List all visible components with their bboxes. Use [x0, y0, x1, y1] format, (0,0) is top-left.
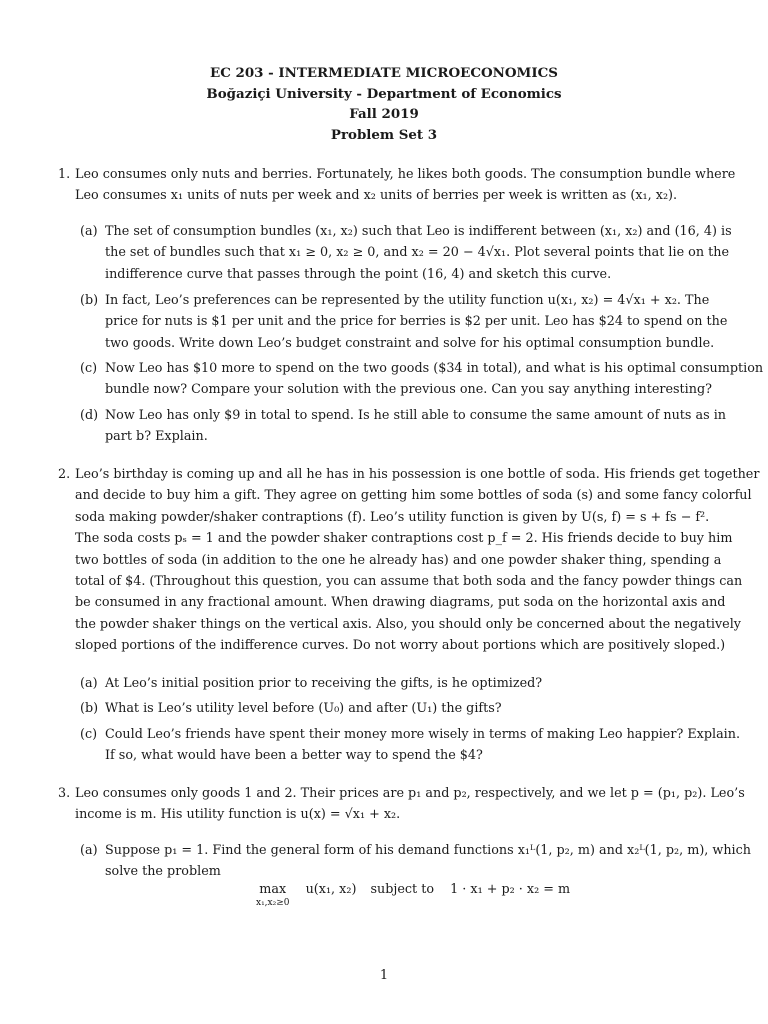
text-line: bundle now? Compare your solution with the previous one. Can you say anything interesting?: [105, 382, 712, 398]
question-2-number: 2.: [58, 467, 71, 482]
term: Fall 2019: [349, 106, 419, 123]
course-title: EC 203 - INTERMEDIATE MICROECONOMICS: [210, 65, 558, 81]
text-line: part b? Explain.: [105, 429, 208, 445]
objective: u(x₁, x₂): [305, 882, 357, 897]
text-line: What is Leo’s utility level before (U₀) and after (U₁) the gifts?: [105, 701, 502, 716]
text-line: At Leo’s initial position prior to receiving the gifts, is he optimized?: [105, 676, 543, 691]
text-line: Leo consumes only goods 1 and 2. Their prices are p₁ and p₂, respectively, and we let p = (p₁, p₂). Leo’s: [75, 786, 745, 801]
text-line: two goods. Write down Leo’s budget constraint and solve for his optimal consumption bundle.: [105, 335, 715, 351]
text-line: Suppose p₁ = 1. Find the general form of his demand functions x₁ᴸ(1, p₂, m) and x₂ᴸ(1, p₂, m), which: [105, 843, 751, 858]
question-1a-text: [105, 221, 732, 285]
question-2b-text: [105, 698, 502, 719]
question-1a-label: (a): [80, 224, 98, 239]
question-1c-text: [105, 358, 763, 401]
text-line: income is m. His utility function is u(x) = √x₁ + x₂.: [75, 807, 401, 823]
text-line: Leo consumes only nuts and berries. Fortunately, he likes both goods. The consumption bundle where: [75, 167, 736, 182]
question-1d-text: [105, 405, 726, 448]
question-3-number: 3.: [58, 786, 71, 801]
question-1b-text: [105, 290, 727, 354]
question-2c-label: (c): [80, 727, 98, 742]
university-name: Boğaziçi University - Department of Economics: [206, 85, 562, 102]
text-line: the set of bundles such that x₁ ≥ 0, x₂ ≥ 0, and x₂ = 20 − 4√x₁. Plot several points that lie on the: [105, 245, 729, 261]
text-line: sloped portions of the indifference curves. Do not worry about portions which are positively sloped.): [75, 638, 726, 654]
text-line: be consumed in any fractional amount. When drawing diagrams, put soda on the horizontal axis and: [75, 595, 726, 611]
optimization-problem: [256, 882, 570, 908]
question-2c-text: [105, 724, 740, 767]
text-line: price for nuts is $1 per unit and the price for berries is $2 per unit. Leo has $24 to spend on the: [105, 314, 728, 330]
max-label: max: [259, 882, 287, 897]
problem-set-title: Problem Set 3: [330, 126, 438, 143]
text-line: soda making powder/shaker contraptions (f). Leo’s utility function is given by U(s, f) = s + fs − f².: [75, 509, 710, 525]
text-line: The soda costs pₛ = 1 and the powder shaker contraptions cost p_f = 2. His friends decide to buy him: [75, 531, 733, 547]
text-line: solve the problem: [105, 864, 221, 880]
max-subscript: x₁,x₂≥0: [256, 898, 290, 908]
text-line: two bottles of soda (in addition to the one he already has) and one powder shaker thing, spending a: [75, 552, 722, 568]
text-line: If so, what would have been a better way to spend the $4?: [105, 748, 483, 764]
text-line: The set of consumption bundles (x₁, x₂) such that Leo is indifferent between (x₁, x₂) and (16, 4) is: [105, 224, 732, 239]
text-line: In fact, Leo’s preferences can be represented by the utility function u(x₁, x₂) = 4√x₁ + x₂. The: [105, 293, 710, 308]
text-line: total of $4. (Throughout this question, you can assume that both soda and the fancy powder things can: [75, 574, 743, 590]
question-1b-label: (b): [80, 293, 99, 308]
question-2a-label: (a): [80, 676, 98, 691]
question-1-text: [75, 164, 735, 207]
page-number: 1: [379, 968, 389, 983]
text-line: Now Leo has only $9 in total to spend. Is he still able to consume the same amount of nuts as in: [105, 408, 726, 423]
question-3-text: [75, 783, 745, 826]
question-1-number: 1.: [58, 167, 71, 182]
text-line: the powder shaker things on the vertical axis. Also, you should only be concerned about the negatively: [75, 616, 741, 632]
text-line: Now Leo has $10 more to spend on the two goods ($34 in total), and what is his optimal consumption: [105, 361, 764, 376]
text-line: Leo’s birthday is coming up and all he has in his possession is one bottle of soda. His friends get together: [75, 467, 760, 482]
text-line: indifference curve that passes through the point (16, 4) and sketch this curve.: [105, 266, 612, 282]
subject-to: subject to: [370, 882, 435, 897]
question-3a-label: (a): [80, 843, 98, 858]
document-header: [0, 63, 768, 145]
max-operator: [256, 882, 290, 908]
text-line: Could Leo’s friends have spent their money more wisely in terms of making Leo happier? Explain.: [105, 727, 741, 742]
constraint: 1 · x₁ + p₂ · x₂ = m: [450, 882, 571, 897]
text-line: Leo consumes x₁ units of nuts per week and x₂ units of berries per week is written as (x₁, x₂).: [75, 188, 678, 204]
question-2b-label: (b): [80, 701, 99, 716]
text-line: and decide to buy him a gift. They agree on getting him some bottles of soda (s) and some fancy colorful: [75, 488, 752, 504]
question-3a-text: [105, 840, 751, 883]
question-2-text: [75, 464, 759, 657]
question-1c-label: (c): [80, 361, 98, 376]
question-1d-label: (d): [80, 408, 99, 423]
question-2a-text: [105, 673, 542, 694]
